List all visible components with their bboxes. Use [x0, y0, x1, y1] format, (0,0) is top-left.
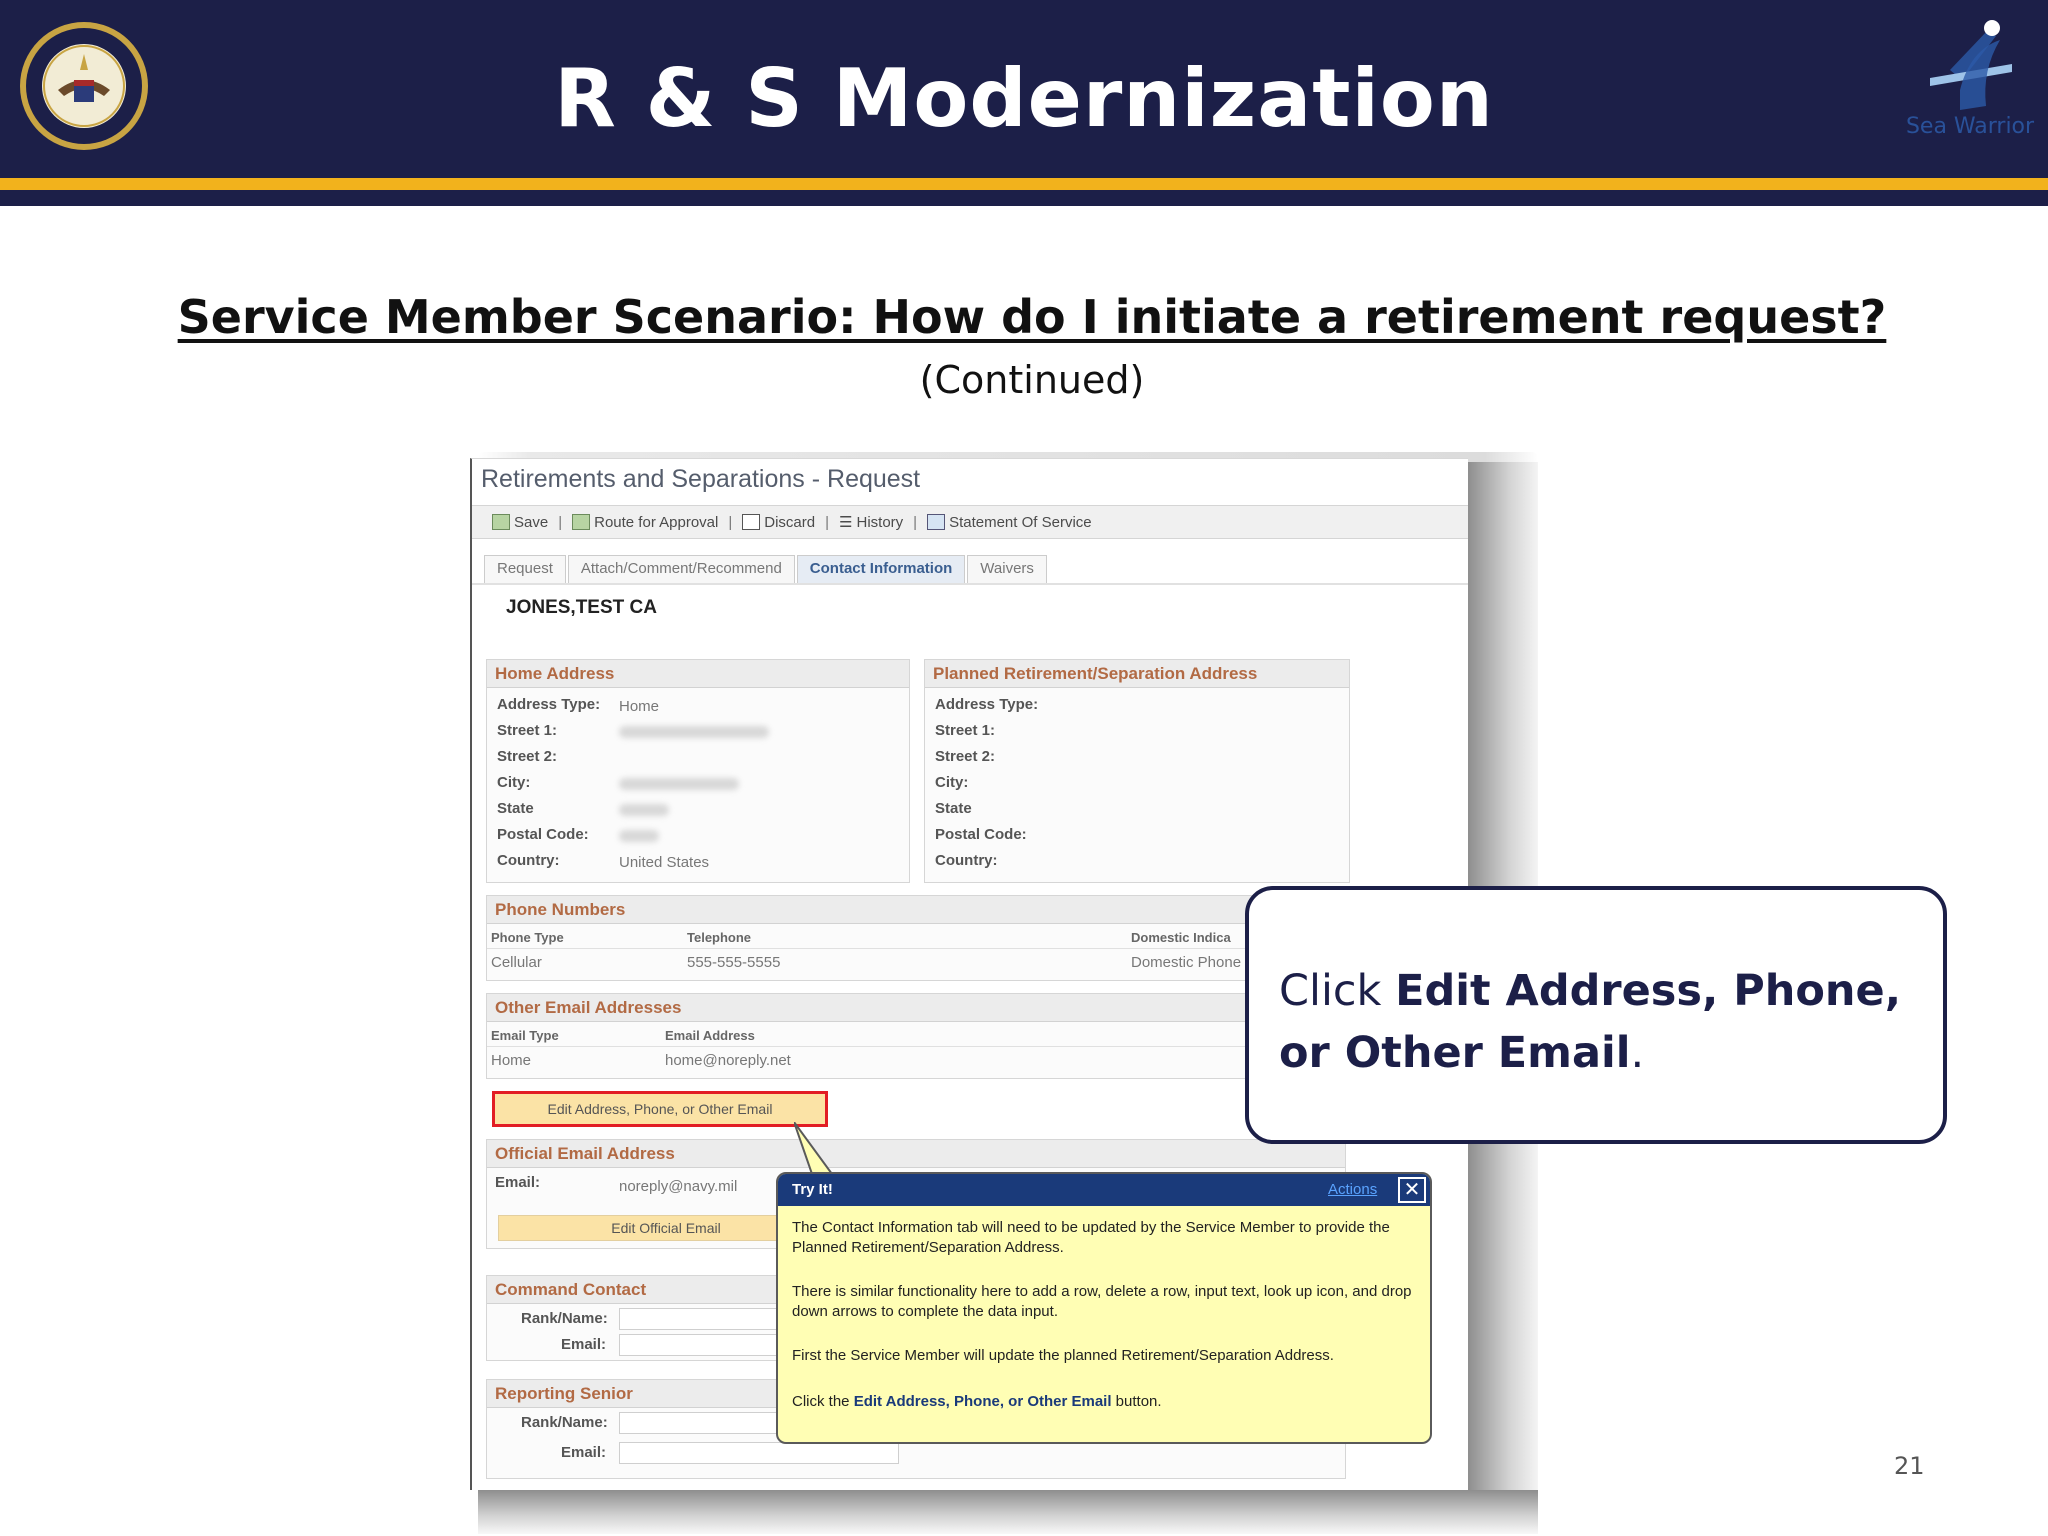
toolbar-separator: |: [913, 513, 918, 531]
home-address-title: Home Address: [487, 660, 909, 688]
tab-bar: [484, 555, 1047, 583]
other-email-section: [486, 993, 1350, 1079]
redacted-state: [619, 804, 669, 816]
member-name: JONES,TEST CA: [506, 597, 657, 618]
label-email: Email:: [561, 1336, 607, 1353]
label-street-1: Street 1:: [497, 722, 558, 739]
official-email-value: noreply@navy.mil: [619, 1178, 738, 1195]
page-number: 21: [1894, 1452, 1925, 1480]
tryit-p4-post: button.: [1111, 1393, 1162, 1410]
header-navy-stripe: [0, 190, 2048, 206]
toolbar-separator: |: [558, 513, 563, 531]
tryit-paragraph-4: [792, 1392, 1420, 1412]
reporting-senior-title: Reporting Senior: [487, 1380, 1345, 1408]
callout-pre: Click: [1279, 966, 1396, 1016]
label-street-1: Street 1:: [935, 722, 996, 739]
phone-numbers-section: [486, 895, 1350, 981]
tryit-popup: [776, 1172, 1432, 1444]
label-rank-name: Rank/Name:: [521, 1310, 608, 1327]
tryit-paragraph-3: First the Service Member will update the planned Retirement/Separation Address.: [792, 1347, 1334, 1364]
label-state: State: [935, 800, 972, 817]
route-for-approval-button[interactable]: [572, 514, 718, 531]
tab-request[interactable]: Request: [484, 555, 566, 583]
label-street-2: Street 2:: [497, 748, 558, 765]
label-country: Country:: [497, 852, 560, 869]
label-state: State: [497, 800, 534, 817]
label-city: City:: [497, 774, 531, 791]
header-gold-stripe: [0, 178, 2048, 190]
row-divider: [487, 948, 1351, 949]
col-phone-type: Phone Type: [491, 930, 564, 945]
sea-warrior-logo: [1900, 10, 2040, 170]
edit-official-email-button[interactable]: Edit Official Email: [498, 1215, 834, 1241]
trash-icon: [742, 514, 760, 530]
app-title: Retirements and Separations - Request: [481, 465, 921, 493]
label-address-type: Address Type:: [935, 696, 1039, 713]
tryit-header: [778, 1174, 1432, 1206]
callout-bold: Edit Address, Phone, or Other Email: [1279, 966, 1902, 1078]
label-country: Country:: [935, 852, 998, 869]
toolbar-separator: |: [728, 513, 733, 531]
phone-numbers-title: Phone Numbers: [487, 896, 1349, 924]
edit-address-phone-email-button[interactable]: Edit Address, Phone, or Other Email: [499, 1098, 821, 1120]
home-address-section: [486, 659, 910, 883]
label-postal-code: Postal Code:: [497, 826, 589, 843]
tryit-p4-bold: Edit Address, Phone, or Other Email: [853, 1393, 1112, 1410]
toolbar-separator: |: [825, 513, 830, 531]
discard-label: Discard: [764, 513, 816, 531]
home-country-value: United States: [619, 854, 710, 871]
label-address-type: Address Type:: [497, 696, 601, 713]
save-button[interactable]: [492, 514, 548, 531]
statement-of-service-button[interactable]: [927, 514, 1092, 531]
planned-address-section: [924, 659, 1350, 883]
instruction-callout: [1245, 886, 1947, 1144]
redacted-city: [619, 778, 739, 790]
label-email: Email:: [561, 1444, 607, 1461]
history-icon: ☰: [839, 514, 853, 531]
history-button[interactable]: [839, 513, 903, 531]
tryit-title: Try It!: [792, 1181, 833, 1198]
tryit-paragraph-1: The Contact Information tab will need to be updated by the Service Member to provide the Planned Retirement/Separation Address.: [792, 1219, 1390, 1256]
home-address-type-value: Home: [619, 698, 660, 715]
label-postal-code: Postal Code:: [935, 826, 1027, 843]
route-icon: [572, 514, 590, 530]
tryit-paragraph-2: There is similar functionality here to add a row, delete a row, input text, look up icon, and drop down arrows to complete the data input.: [792, 1283, 1412, 1320]
command-contact-title: Command Contact: [487, 1276, 1345, 1304]
edit-button-highlight: [492, 1091, 828, 1127]
redacted-street: [619, 726, 769, 738]
label-official-email: Email:: [495, 1174, 541, 1191]
toolbar: [472, 505, 1468, 539]
reporting-email-input[interactable]: [619, 1442, 899, 1464]
planned-address-title: Planned Retirement/Separation Address: [925, 660, 1349, 688]
cell-telephone: 555-555-5555: [687, 954, 781, 971]
screenshot-shadow-bottom: [478, 1490, 1538, 1534]
tab-contact-information[interactable]: Contact Information: [797, 555, 966, 583]
col-email-type: Email Type: [491, 1028, 559, 1043]
save-icon: [492, 514, 510, 530]
document-icon: [927, 514, 945, 530]
tab-waivers[interactable]: Waivers: [967, 555, 1047, 583]
callout-text: [1279, 960, 1929, 1084]
col-email-address: Email Address: [665, 1028, 755, 1043]
col-telephone: Telephone: [687, 930, 752, 945]
tryit-pointer: [794, 1122, 834, 1176]
slide-heading: Service Member Scenario: How do I initiate a retirement request?: [177, 290, 1887, 344]
redacted-postal: [619, 830, 659, 842]
row-divider: [487, 1046, 1351, 1047]
tab-divider: [472, 583, 1468, 585]
other-email-title: Other Email Addresses: [487, 994, 1349, 1022]
label-street-2: Street 2:: [935, 748, 996, 765]
label-rank-name: Rank/Name:: [521, 1414, 608, 1431]
slide-title: R & S Modernization: [554, 52, 1494, 145]
tab-attach-comment[interactable]: Attach/Comment/Recommend: [568, 555, 795, 583]
history-label: History: [856, 513, 904, 531]
route-label: Route for Approval: [594, 513, 719, 531]
label-city: City:: [935, 774, 969, 791]
tryit-p4-pre: Click the: [792, 1393, 854, 1410]
statement-label: Statement Of Service: [949, 513, 1092, 531]
discard-button[interactable]: [742, 514, 815, 531]
close-icon[interactable]: ✕: [1398, 1177, 1426, 1203]
cell-email-type: Home: [491, 1052, 532, 1069]
tryit-actions-link[interactable]: Actions: [1328, 1181, 1378, 1198]
callout-post: .: [1630, 1028, 1645, 1078]
save-label: Save: [514, 513, 549, 531]
cell-domestic: Domestic Phone: [1131, 954, 1242, 971]
sea-warrior-logo-text: Sea Warrior: [1905, 114, 2035, 139]
cell-phone-type: Cellular: [491, 954, 542, 971]
col-domestic-indicator: Domestic Indica: [1131, 930, 1231, 945]
cell-email-address: home@noreply.net: [665, 1052, 791, 1069]
slide-subheading: (Continued): [919, 358, 1145, 402]
official-email-title: Official Email Address: [487, 1140, 1345, 1168]
